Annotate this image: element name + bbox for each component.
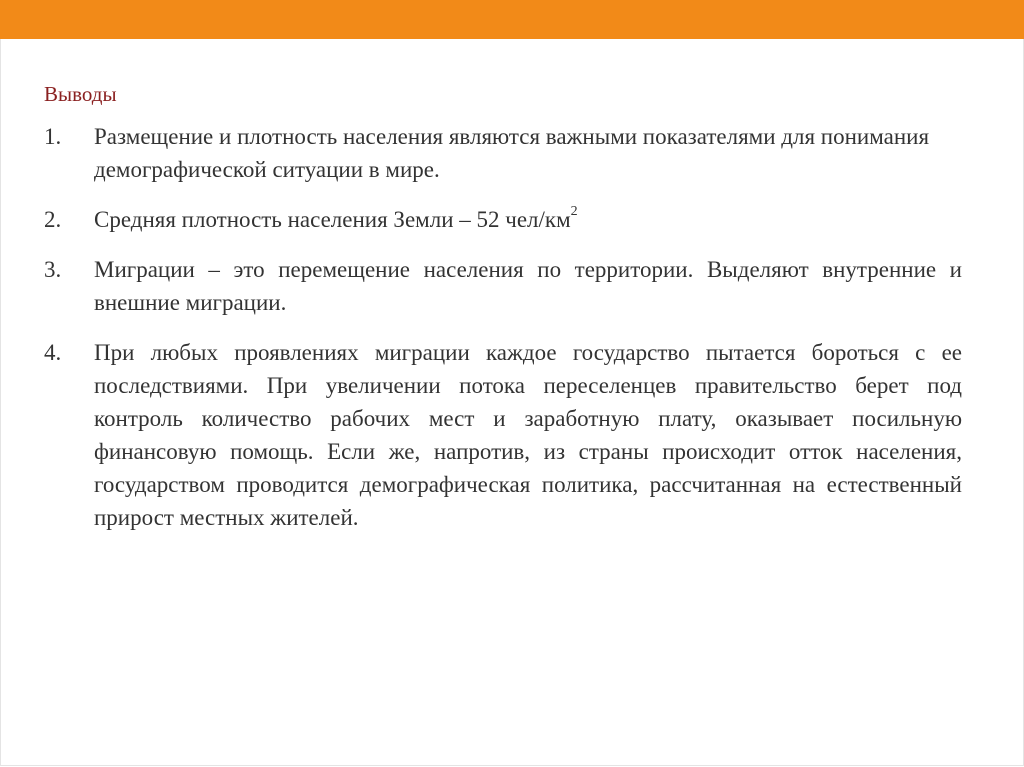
conclusions-list bbox=[44, 120, 962, 551]
item-number: 1. bbox=[44, 124, 62, 149]
item-text: Размещение и плотность населения являются важными показателями для понимания демографической ситуации в мире. bbox=[94, 124, 930, 182]
list-item bbox=[44, 120, 962, 186]
top-accent-band bbox=[0, 0, 1024, 39]
item-text: При любых проявлениях миграции каждое государство пытается бороться с ее последствиями. При увеличении потока переселенцев правительство берет под контроль количество рабочих мест и заработную плату, оказывает посильную финансовую помощь. Если же, напротив, из страны происходит отток населения, государством проводится демографическая политика, рассчитанная на естественный прирост местных жителей. bbox=[94, 340, 962, 530]
item-text: Миграции – это перемещение населения по территории. Выделяют внутренние и внешние миграции. bbox=[94, 257, 962, 315]
slide-title: Выводы bbox=[44, 82, 117, 106]
item-number: 4. bbox=[44, 340, 62, 365]
item-text bbox=[94, 203, 962, 236]
list-item bbox=[44, 203, 962, 236]
list-item bbox=[44, 253, 962, 319]
item-number: 3. bbox=[44, 257, 62, 282]
superscript-exponent: 2 bbox=[570, 204, 578, 220]
density-text: Средняя плотность населения Земли – 52 чел/км bbox=[94, 207, 571, 232]
item-number: 2. bbox=[44, 207, 62, 232]
list-item bbox=[44, 336, 962, 534]
